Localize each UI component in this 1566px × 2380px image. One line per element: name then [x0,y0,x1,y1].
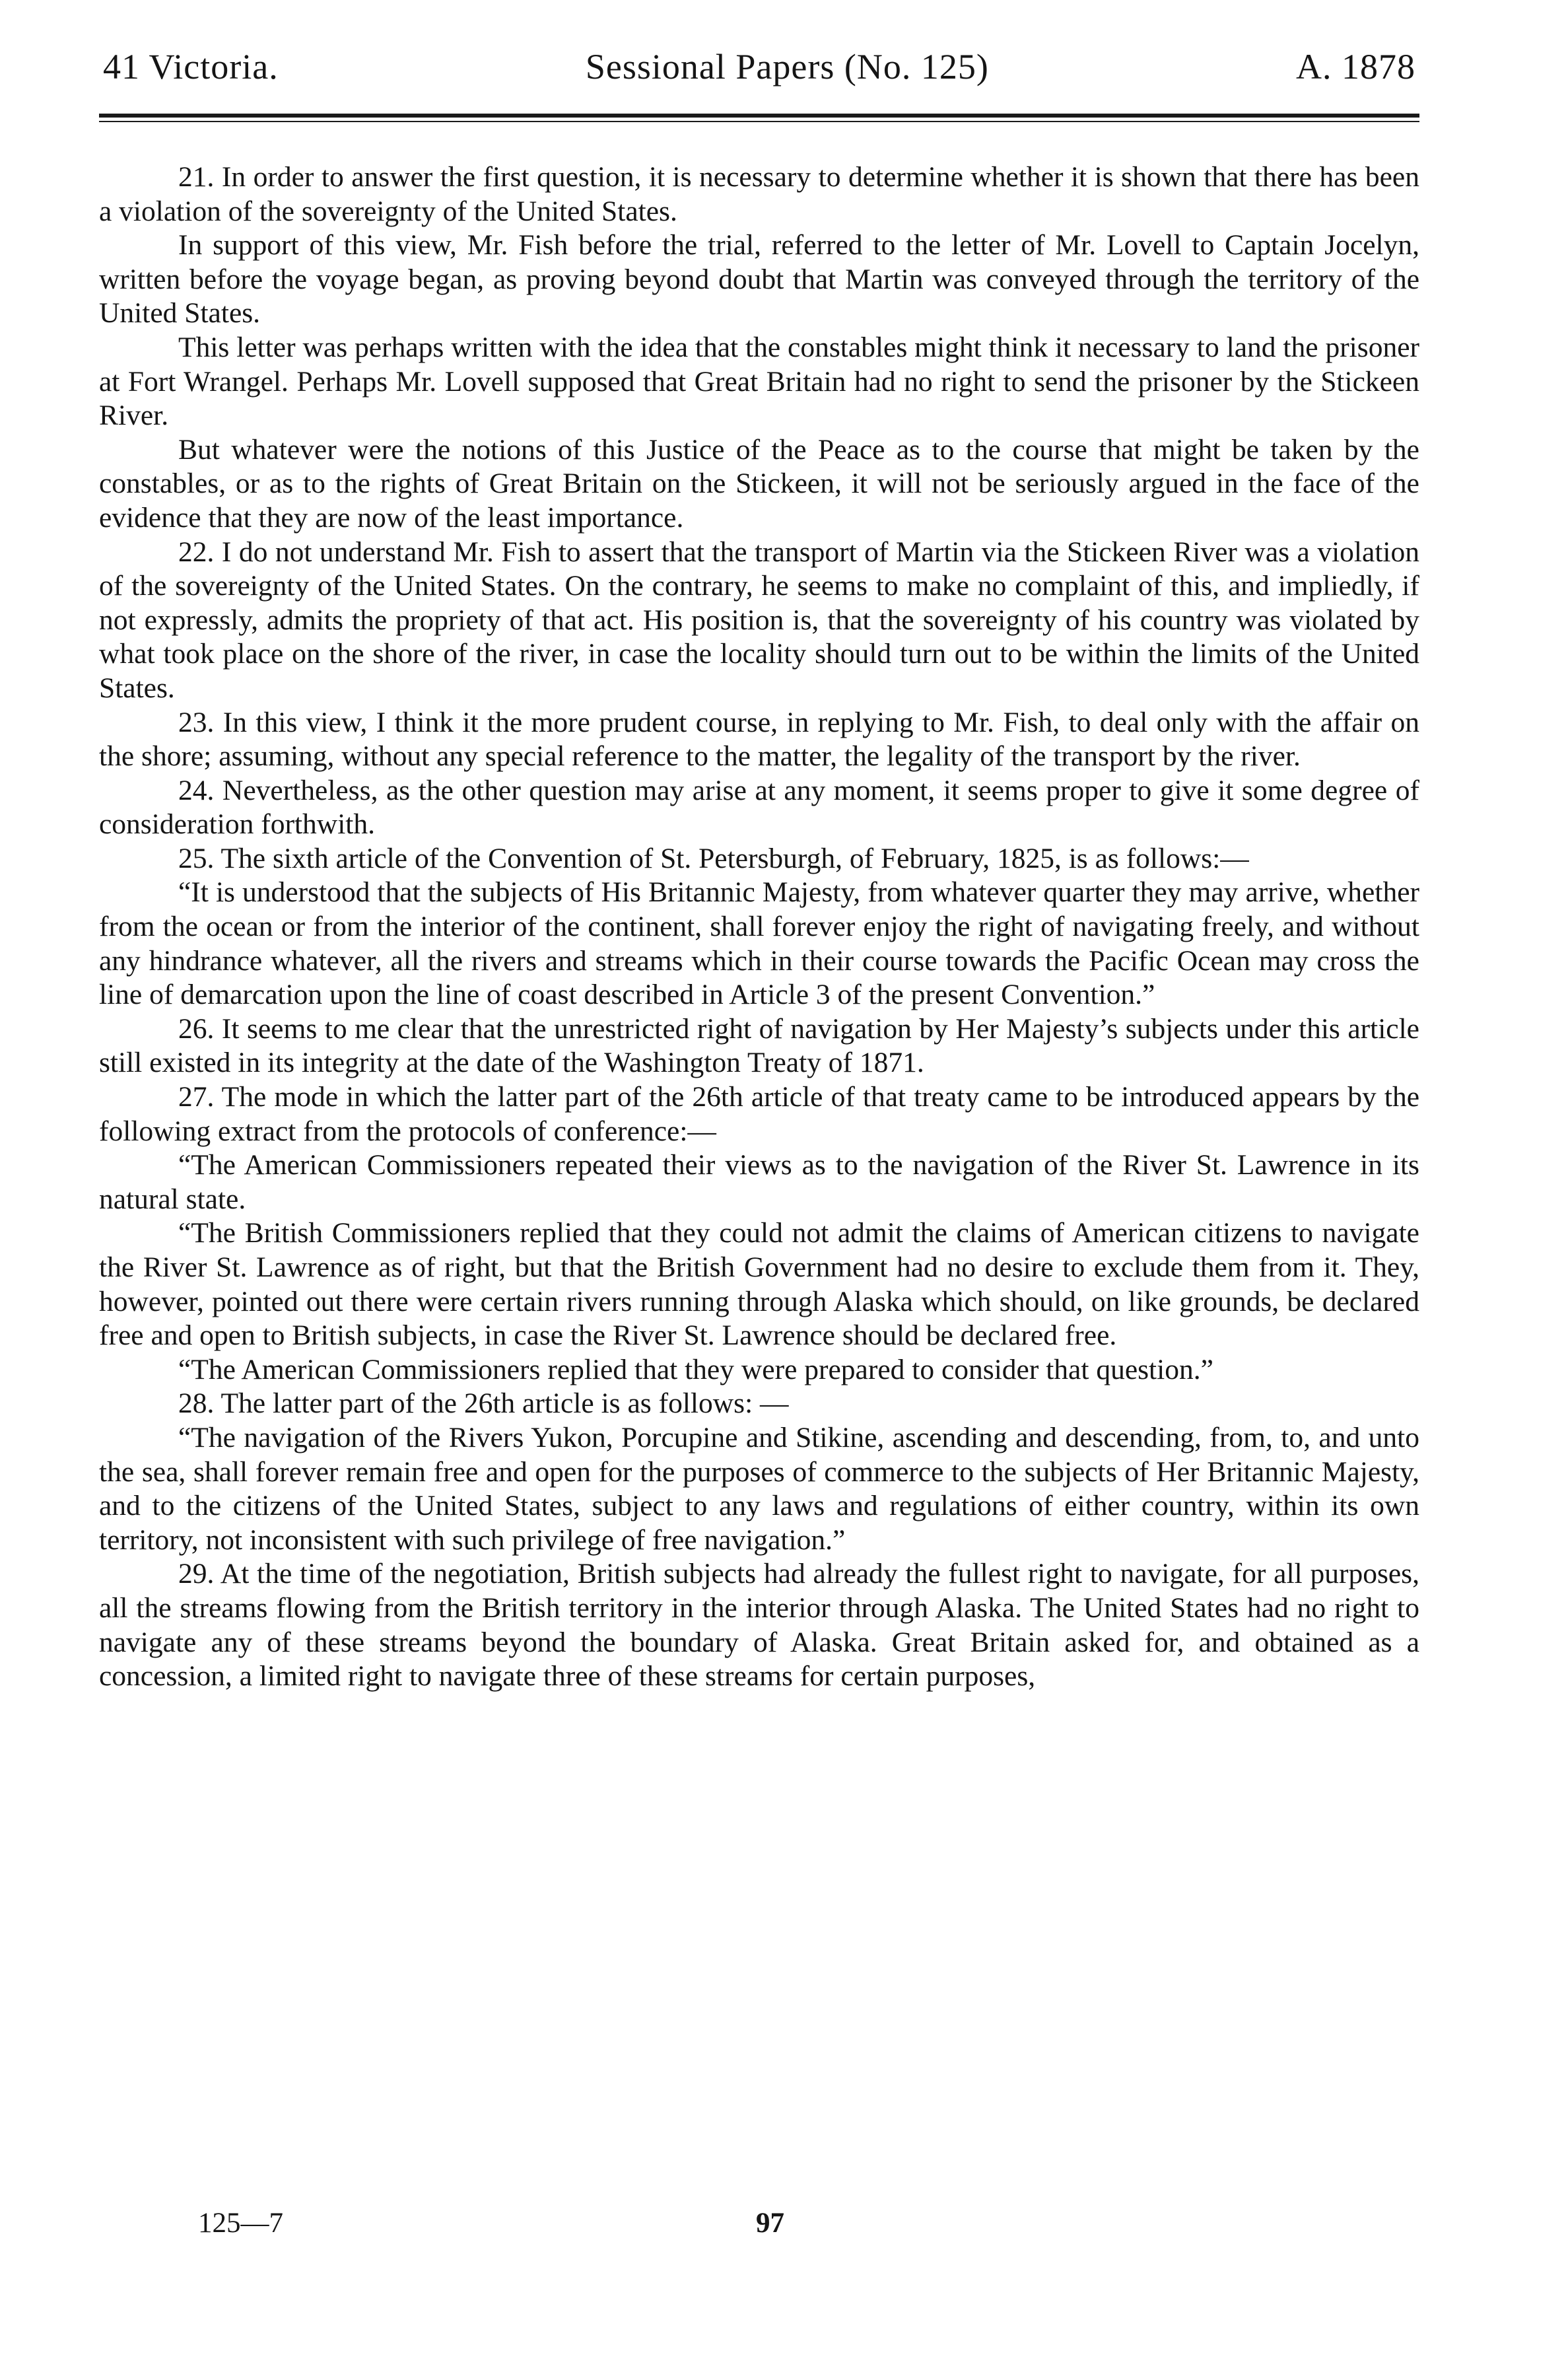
page-number: 97 [756,2208,784,2239]
paragraph-26: 26. It seems to me clear that the unrestricted right of navigation by Her Majesty’s subjects under this article still existed in its integrity at the date of the Washington Treaty of 1871. [99,1012,1419,1079]
quoted-article: “It is understood that the subjects of His Britannic Majesty, from whatever quarter they may arrive, whether from the ocean or from the interior of the continent, shall forever enjoy the right of navigating freely, and without any hindrance whatever, all the rivers and streams which in their course towards the Pacific Ocean may cross the line of demarcation upon the line of coast described in Article 3 of the present Convention.” [99,876,1419,1011]
paragraph: In support of this view, Mr. Fish before the trial, referred to the letter of Mr. Lovell to Captain Jocelyn, written before the voyage began, as proving beyond doubt that Martin was conveyed through the territory of the United States. [99,229,1419,330]
protocol-quote: “The American Commissioners repeated their views as to the navigation of the River St. Lawrence in its natural state. [99,1149,1419,1215]
body-text [99,160,1419,1694]
paragraph-25: 25. The sixth article of the Convention of St. Petersburgh, of February, 1825, is as follows:— [178,842,1249,874]
paragraph-27: 27. The mode in which the latter part of the 26th article of that treaty came to be introduced appears by the following extract from the protocols of conference:— [99,1081,1419,1147]
paragraph-28: 28. The latter part of the 26th article is as follows: — [178,1387,789,1420]
paragraph-23: 23. In this view, I think it the more prudent course, in replying to Mr. Fish, to deal only with the affair on the shore; assuming, without any special reference to the matter, the legality of the transport by the river. [99,706,1419,773]
paragraph: This letter was perhaps written with the idea that the constables might think it necessary to land the prisoner at Fort Wrangel. Perhaps Mr. Lovell supposed that Great Britain had no right to send the prisoner by the Stickeen River. [99,331,1419,432]
protocol-quote: “The British Commissioners replied that they could not admit the claims of American citizens to navigate the River St. Lawrence as of right, but that the British Government had no desire to exclude them from it. They, however, pointed out there were certain rivers running through Alaska which should, on like grounds, be declared free and open to British subjects, in case the River St. Lawrence should be declared free. [99,1217,1419,1352]
quoted-article: “The navigation of the Rivers Yukon, Porcupine and Stikine, ascending and descending, from, to, and unto the sea, shall forever remain free and open for the purposes of commerce to the subjects of Her Britannic Majesty, and to the citizens of the United States, subject to any laws and regulations of either country, within its own territory, not inconsistent with such privilege of free navigation.” [99,1421,1419,1556]
paragraph: But whatever were the notions of this Justice of the Peace as to the course that might be taken by the constables, or as to the rights of Great Britain on the Stickeen, it will not be seriously argued in the face of the evidence that they are now of the least importance. [99,433,1419,534]
header-year: A. 1878 [1296,47,1415,87]
header-rule [99,114,1419,122]
paragraph-22: 22. I do not understand Mr. Fish to assert that the transport of Martin via the Stickeen River was a violation of the sovereignty of the United States. On the contrary, he seems to make no complaint of this, and impliedly, if not expressly, admits the propriety of that act. His position is, that the sovereignty of his country was violated by what took place on the shore of the river, in case the locality should turn out to be within the limits of the United States. [99,536,1419,704]
protocol-quote: “The American Commissioners replied that they were prepared to consider that question.” [178,1353,1213,1385]
header-session: 41 Victoria. [103,47,279,87]
header-title: Sessional Papers (No. 125) [585,47,989,87]
paragraph-29: 29. At the time of the negotiation, British subjects had already the fullest right to navigate, for all purposes, all the streams flowing from the British territory in the interior through Alaska. The United States had no right to navigate any of these streams beyond the boundary of Alaska. Great Britain asked for, and obtained as a concession, a limited right to navigate three of these streams for certain purposes, [99,1558,1419,1693]
signature-code: 125—7 [198,2208,283,2239]
paragraph-24: 24. Nevertheless, as the other question may arise at any moment, it seems proper to give it some degree of consideration forthwith. [99,774,1419,841]
running-header [99,46,1419,87]
document-page [99,46,1419,1694]
paragraph-21: 21. In order to answer the first question, it is necessary to determine whether it is shown that there has been a violation of the sovereignty of the United States. [99,161,1419,227]
